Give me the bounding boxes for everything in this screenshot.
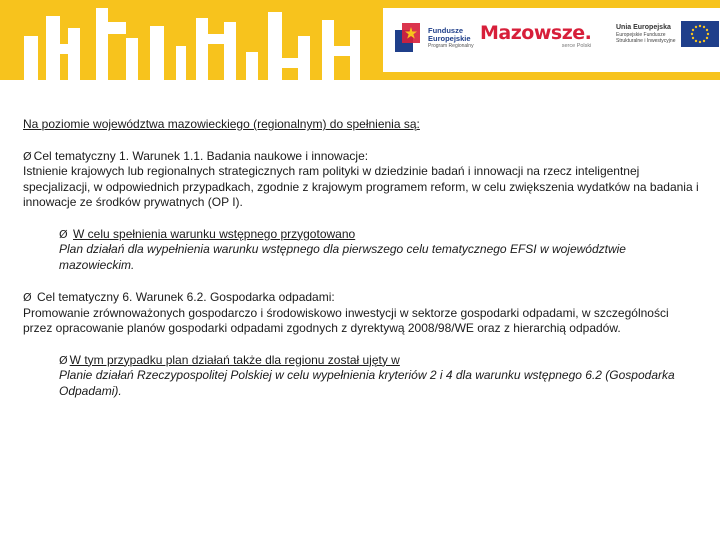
ue-line2: Europejskie Fundusze <box>616 32 666 39</box>
mazowsze-tagline: serce Polski <box>561 43 592 49</box>
goal-1-sub <box>59 227 699 274</box>
goal-6-heading-text: Cel tematyczny 6. Warunek 6.2. Gospodarka odpadami: <box>37 290 335 304</box>
arrow-bullet-icon: Ø <box>59 227 68 241</box>
logo-panel <box>383 8 720 72</box>
goal-6-heading <box>23 290 699 306</box>
fundusze-line3: Program Regionalny <box>428 42 474 49</box>
arrow-bullet-icon: Ø <box>23 149 32 163</box>
goal-6-sub <box>59 353 699 400</box>
slide-content <box>23 117 699 399</box>
goal-1-section <box>23 149 699 274</box>
goal-6-sub-lead <box>59 353 699 369</box>
ue-line3: Strukturalne i Inwestycyjne <box>616 37 676 44</box>
goal-1-text: Istnienie krajowych lub regionalnych strategicznych ram polityki w dziedzinie badań i innowacji na rzecz inteligentnej specjalizacji, w odpowiednich przypadkach, zgodnie z krajowym programem reform, w celu zwiększenia wydatków na badania i innowacje ze środków prywatnych (OP I). <box>23 164 699 209</box>
goal-1-sub-lead <box>59 227 699 243</box>
fundusze-europejskie-logo <box>393 21 474 55</box>
fundusze-star-icon <box>393 21 423 55</box>
arrow-bullet-icon: Ø <box>59 353 68 367</box>
goal-6-sub-underline: W tym przypadku plan działań także dla regionu został ujęty w <box>69 352 400 367</box>
fundusze-line2: Europejskie <box>428 33 471 43</box>
unia-europejska-logo <box>616 21 719 47</box>
decorative-blocks <box>0 0 380 80</box>
goal-1-heading-text: Cel tematyczny 1. Warunek 1.1. Badania naukowe i innowacje: <box>33 148 369 163</box>
ue-line1: Unia Europejska <box>616 23 671 31</box>
goal-6-sub-italic: Planie działań Rzeczypospolitej Polskiej w celu wypełnienia kryteriów 2 i 4 dla warunku wstępnego 6.2 (Gospodarka Odpadami). <box>59 368 675 398</box>
header-band <box>0 0 720 80</box>
goal-6-text: Promowanie zrównoważonych gospodarczo i środowiskowo inwestycji w sektorze gospodarki odpadami, w szczególności przez opracowanie planów gospodarki odpadami zgodnych z dyrektywą 2008/98/WE oraz z hierarchią odpadów. <box>23 305 669 335</box>
goal-6-section <box>23 290 699 399</box>
goal-1-heading <box>23 149 699 165</box>
arrow-bullet-icon: Ø <box>23 291 32 304</box>
eu-flag-icon <box>681 21 719 47</box>
goal-1-sub-italic: Plan działań dla wypełnienia warunku wstępnego dla pierwszego celu tematycznego EFSI w województwie mazowieckim. <box>59 242 626 272</box>
mazowsze-logo <box>480 22 591 49</box>
intro-line: Na poziomie województwa mazowieckiego (regionalnym) do spełnienia są: <box>23 117 420 131</box>
mazowsze-wordmark: Mazowsze. <box>480 22 592 44</box>
goal-1-sub-underline: W celu spełnienia warunku wstępnego przygotowano <box>73 226 356 241</box>
fundusze-line1: Fundusze <box>428 26 463 35</box>
